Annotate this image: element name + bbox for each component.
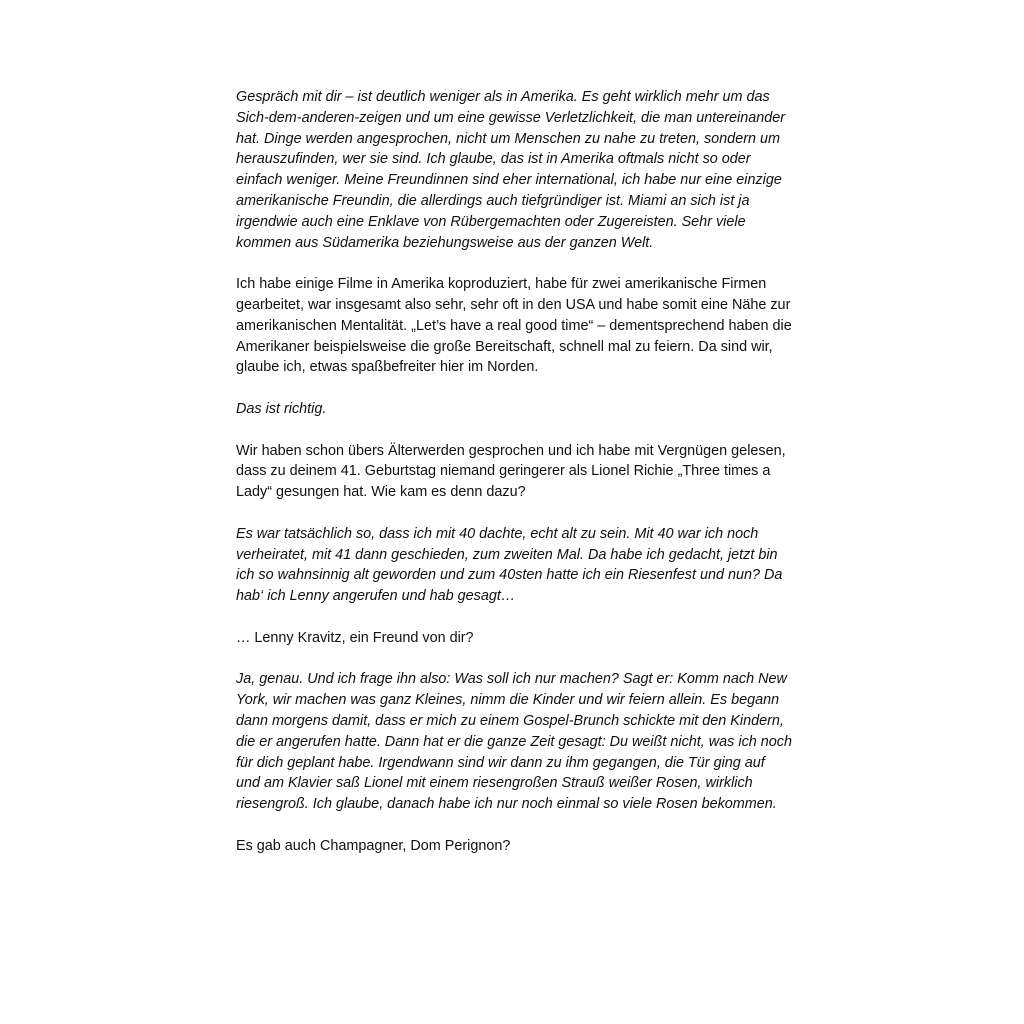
interview-text-column: [236, 87, 792, 856]
question-paragraph: … Lenny Kravitz, ein Freund von dir?: [236, 629, 474, 646]
answer-paragraph: Gespräch mit dir – ist deutlich weniger als in Amerika. Es geht wirklich mehr um das Sich-dem-anderen-zeigen und um eine gewisse Verletzlichkeit, die man untereinander hat. Dinge werden angesprochen, nicht um Menschen zu nahe zu treten, sondern um herauszufinden, wer sie sind. Ich glaube, das ist in Amerika oftmals nicht so oder einfach weniger. Meine Freundinnen sind eher international, ich habe nur eine einzige amerikanische Freundin, die allerdings auch tiefgründiger ist. Miami an sich ist ja irgendwie auch eine Enklave von Rübergemachten oder Zugereisten. Sehr viele kommen aus Südamerika beziehungsweise aus der ganzen Welt.: [236, 89, 786, 251]
question-paragraph: Es gab auch Champagner, Dom Perignon?: [236, 837, 511, 854]
answer-paragraph: Ja, genau. Und ich frage ihn also: Was soll ich nur machen? Sagt er: Komm nach New York, wir machen was ganz Kleines, nimm die Kinder und wir feiern allein. Es begann dann morgens damit, dass er mich zu einem Gospel-Brunch schickte mit den Kindern, die er angerufen hatte. Dann hat er die ganze Zeit gesagt: Du weißt nicht, was ich noch für dich geplant habe. Irgendwann sind wir dann zu ihm gegangen, die Tür ging auf und am Klavier saß Lionel mit einem riesengroßen Strauß weißer Rosen, wirklich riesengroß. Ich glaube, danach habe ich nur noch einmal so viele Rosen bekommen.: [236, 671, 792, 813]
answer-paragraph: Das ist richtig.: [236, 400, 327, 417]
question-paragraph: Wir haben schon übers Älterwerden gesprochen und ich habe mit Vergnügen gelesen, dass zu deinem 41. Geburtstag niemand geringerer als Lionel Richie „Three times a Lady“ gesungen hat. Wie kam es denn dazu?: [236, 442, 786, 501]
question-paragraph: Ich habe einige Filme in Amerika koproduziert, habe für zwei amerikanische Firmen gearbeitet, war insgesamt also sehr, sehr oft in den USA und habe somit eine Nähe zur amerikanischen Mentalität. „Let’s have a real good time“ – dementsprechend haben die Amerikaner beispielsweise die große Bereitschaft, schnell mal zu feiern. Da sind wir, glaube ich, etwas spaßbefreiter hier im Norden.: [236, 276, 792, 376]
answer-paragraph: Es war tatsächlich so, dass ich mit 40 dachte, echt alt zu sein. Mit 40 war ich noch verheiratet, mit 41 dann geschieden, zum zweiten Mal. Da habe ich gedacht, jetzt bin ich so wahnsinnig alt geworden und zum 40sten hatte ich ein Riesenfest und nun? Da hab‘ ich Lenny angerufen und hab gesagt…: [236, 525, 783, 605]
